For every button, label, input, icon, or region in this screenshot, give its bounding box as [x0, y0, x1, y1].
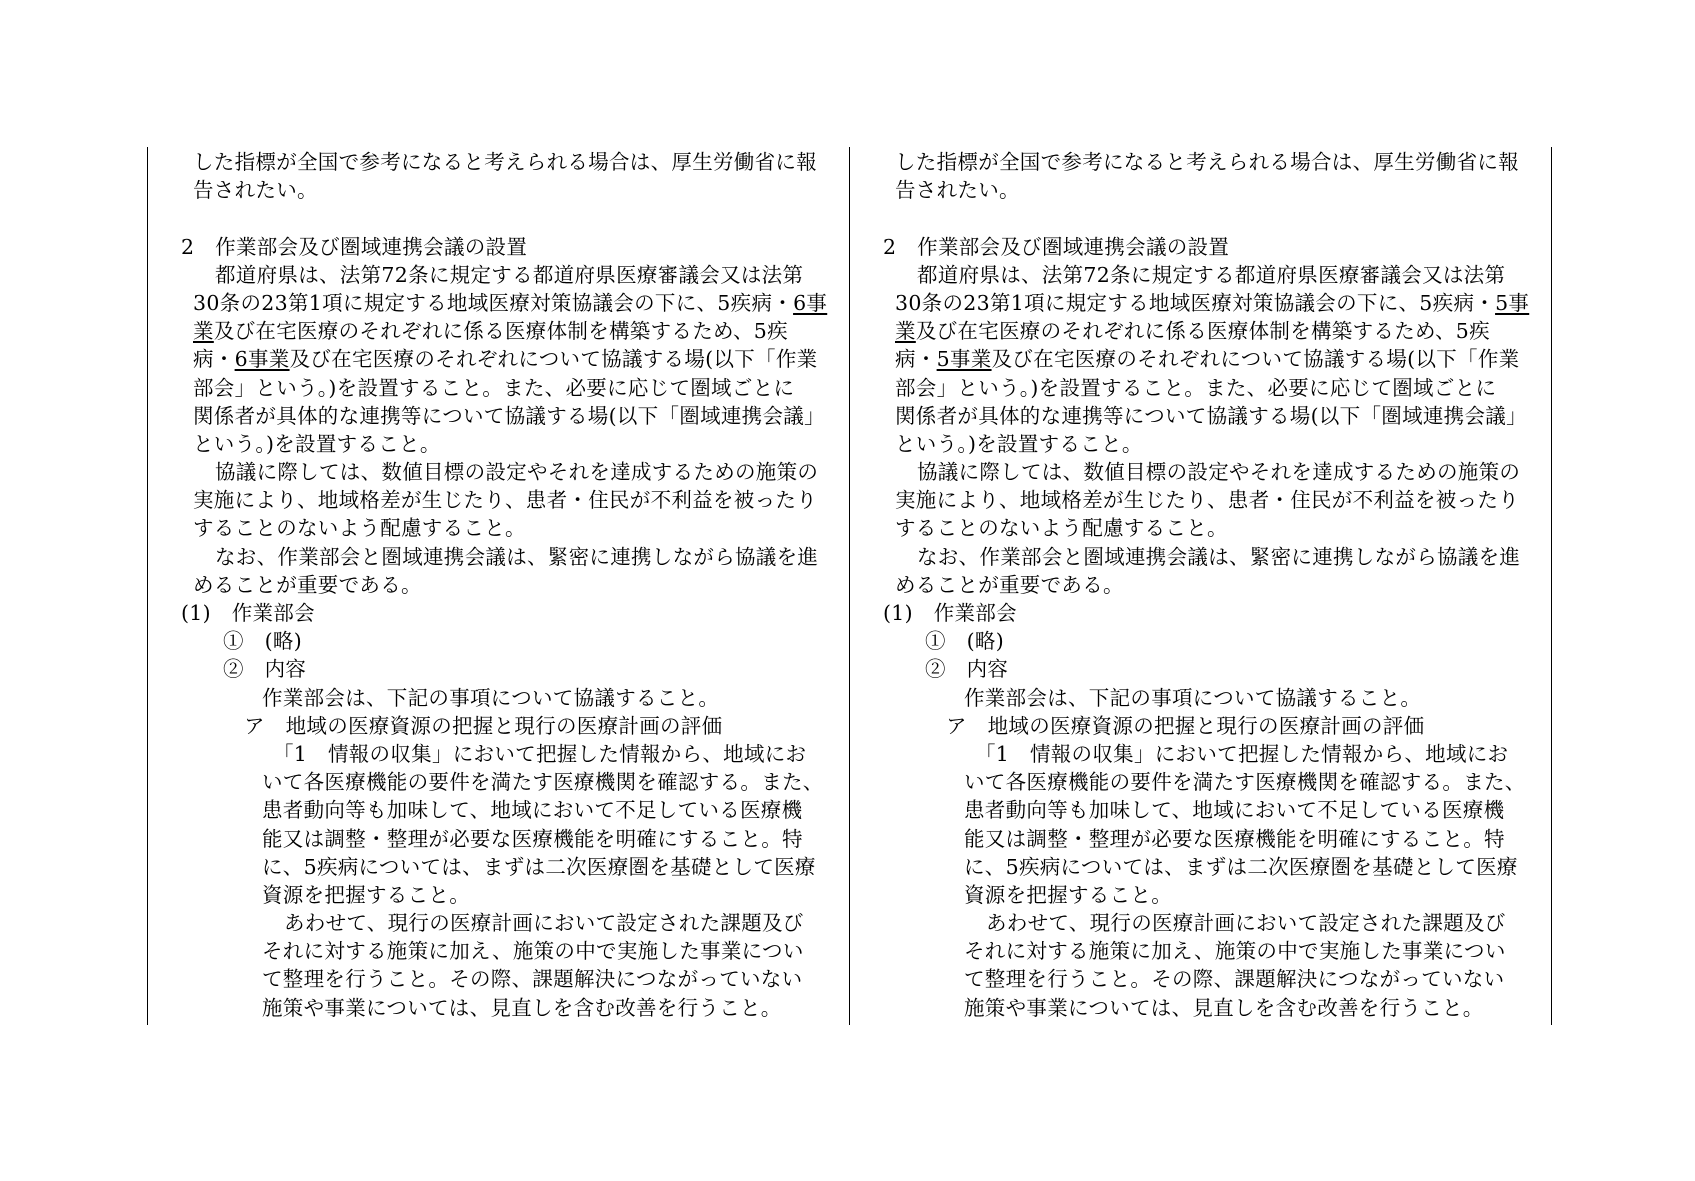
- text-segment: ② 内容: [925, 657, 1009, 682]
- text-line: [850, 402, 1527, 430]
- text-line: [148, 599, 788, 627]
- text-segment: それに対する施策に加え、施策の中で実施した事業につい: [964, 939, 1506, 964]
- underlined-revision-text: 業: [895, 319, 916, 344]
- text-segment: 病・: [895, 347, 937, 372]
- text-line: [850, 261, 1506, 289]
- text-line: [148, 655, 788, 683]
- text-segment: 30条の23第1項に規定する地域医療対策協議会の下に、5疾病・: [895, 290, 1496, 315]
- text-line: [850, 486, 1519, 514]
- text-segment: 部会」という。)を設置すること。また、必要に応じて圏域ごとに: [193, 375, 795, 400]
- text-segment: ① (略): [925, 629, 1004, 654]
- text-segment: 2 作業部会及び圏域連携会議の設置: [883, 234, 1230, 259]
- text-segment: という。)を設置すること。: [895, 431, 1143, 456]
- text-segment: いて各医療機能の要件を満たす医療機関を確認する。また、: [262, 770, 824, 795]
- text-line: [148, 345, 818, 373]
- text-segment: に、5疾病については、まずは二次医療圏を基礎として医療: [964, 854, 1518, 879]
- text-segment: なお、作業部会と圏域連携会議は、緊密に連携しながら協議を進: [215, 544, 819, 569]
- text-line: [148, 571, 788, 599]
- underlined-revision-text: 6事: [793, 290, 828, 315]
- text-segment: 関係者が具体的な連携等について協議する場(以下「圏域連携会議」: [193, 403, 825, 428]
- blank-line: [850, 204, 1490, 232]
- text-line: [148, 317, 788, 345]
- text-segment: 能又は調整・整理が必要な医療機能を明確にすること。特: [964, 826, 1505, 851]
- text-line: [148, 965, 803, 993]
- text-line: [148, 627, 788, 655]
- text-line: [850, 599, 1490, 627]
- text-segment: めることが重要である。: [193, 572, 422, 597]
- text-line: [850, 853, 1518, 881]
- text-line: [850, 374, 1497, 402]
- text-segment: 資源を把握すること。: [964, 882, 1172, 907]
- text-segment: 及び在宅医療のそれぞれに係る医療体制を構築するため、5疾: [213, 319, 788, 344]
- underlined-revision-text: 業: [193, 319, 214, 344]
- text-segment: 病・: [193, 347, 235, 372]
- text-line: [850, 965, 1505, 993]
- text-segment: 実施により、地域格差が生じたり、患者・住民が不利益を被ったり: [895, 488, 1519, 513]
- text-segment: 30条の23第1項に規定する地域医療対策協議会の下に、5疾病・: [193, 290, 794, 315]
- text-segment: 告されたい。: [895, 178, 1020, 203]
- text-segment: 患者動向等も加味して、地域において不足している医療機: [964, 798, 1505, 823]
- underlined-revision-text: 6事業: [234, 347, 290, 372]
- text-segment: 部会」という。)を設置すること。また、必要に応じて圏域ごとに: [895, 375, 1497, 400]
- text-line: [148, 514, 788, 542]
- text-segment: した指標が全国で参考になると考えられる場合は、厚生労働省に報: [193, 150, 817, 174]
- text-segment: 施策や事業については、見直しを含む改善を行うこと。: [262, 995, 782, 1020]
- blank-line: [148, 204, 788, 232]
- text-segment: 関係者が具体的な連携等について協議する場(以下「圏域連携会議」: [895, 403, 1527, 428]
- text-line: [148, 768, 824, 796]
- text-line: [148, 148, 817, 176]
- text-line: [850, 148, 1519, 176]
- text-line: [148, 994, 788, 1022]
- text-segment: 協議に際しては、数値目標の設定やそれを達成するための施策の: [215, 460, 819, 485]
- text-segment: あわせて、現行の医療計画において設定された課題及び: [284, 911, 804, 936]
- text-line: [148, 261, 804, 289]
- text-segment: ② 内容: [223, 657, 307, 682]
- text-segment: 「1 情報の収集」において把握した情報から、地域にお: [273, 741, 807, 766]
- text-segment: 及び在宅医療のそれぞれについて協議する場(以下「作業: [991, 347, 1520, 372]
- text-segment: て整理を行うこと。その際、課題解決につながっていない: [964, 967, 1505, 992]
- text-segment: 能又は調整・整理が必要な医療機能を明確にすること。特: [262, 826, 803, 851]
- text-line: [850, 543, 1521, 571]
- text-segment: 「1 情報の収集」において把握した情報から、地域にお: [975, 741, 1509, 766]
- text-line: [850, 768, 1526, 796]
- text-segment: 及び在宅医療のそれぞれに係る医療体制を構築するため、5疾: [915, 319, 1490, 344]
- text-line: [850, 571, 1490, 599]
- text-segment: それに対する施策に加え、施策の中で実施した事業につい: [262, 939, 804, 964]
- text-segment: した指標が全国で参考になると考えられる場合は、厚生労働省に報: [895, 150, 1519, 174]
- text-segment: 都道府県は、法第72条に規定する都道府県医療審議会又は法第: [917, 262, 1506, 287]
- text-segment: て整理を行うこと。その際、課題解決につながっていない: [262, 967, 803, 992]
- underlined-revision-text: 5事: [1495, 290, 1530, 315]
- text-segment: 協議に際しては、数値目標の設定やそれを達成するための施策の: [917, 460, 1521, 485]
- text-line: [148, 374, 795, 402]
- text-line: [850, 881, 1490, 909]
- text-segment: 資源を把握すること。: [262, 882, 470, 907]
- text-segment: 都道府県は、法第72条に規定する都道府県医療審議会又は法第: [215, 262, 804, 287]
- right-column-current-text: [850, 148, 1530, 1022]
- text-segment: することのないよう配慮すること。: [895, 516, 1228, 541]
- right-border-line: [1551, 147, 1552, 1025]
- text-line: [148, 712, 788, 740]
- text-line: [850, 233, 1490, 261]
- text-segment: 2 作業部会及び圏域連携会議の設置: [181, 234, 528, 259]
- text-line: [850, 430, 1490, 458]
- text-line: [850, 909, 1506, 937]
- text-line: [850, 937, 1506, 965]
- text-line: [850, 740, 1509, 768]
- text-line: [148, 176, 788, 204]
- text-line: [850, 176, 1490, 204]
- text-segment: (1) 作業部会: [883, 601, 1017, 625]
- left-column-revised-text: [148, 148, 828, 1022]
- text-segment: めることが重要である。: [895, 572, 1124, 597]
- text-segment: 告されたい。: [193, 178, 318, 203]
- text-segment: ア 地域の医療資源の把握と現行の医療計画の評価: [946, 713, 1425, 738]
- text-segment: なお、作業部会と圏域連携会議は、緊密に連携しながら協議を進: [917, 544, 1521, 569]
- text-segment: に、5疾病については、まずは二次医療圏を基礎として医療: [262, 854, 816, 879]
- underlined-revision-text: 5事業: [936, 347, 992, 372]
- text-line: [850, 627, 1490, 655]
- text-line: [850, 514, 1490, 542]
- text-line: [850, 458, 1521, 486]
- text-segment: という。)を設置すること。: [193, 431, 441, 456]
- text-line: [850, 684, 1490, 712]
- text-segment: 及び在宅医療のそれぞれについて協議する場(以下「作業: [289, 347, 818, 372]
- text-segment: (1) 作業部会: [181, 601, 315, 625]
- text-line: [148, 796, 803, 824]
- text-line: [148, 853, 816, 881]
- text-line: [148, 289, 828, 317]
- text-segment: あわせて、現行の医療計画において設定された課題及び: [986, 911, 1506, 936]
- text-segment: ア 地域の医療資源の把握と現行の医療計画の評価: [244, 713, 723, 738]
- text-line: [850, 825, 1505, 853]
- text-line: [850, 796, 1505, 824]
- text-segment: 作業部会は、下記の事項について協議すること。: [262, 685, 720, 710]
- text-line: [148, 543, 819, 571]
- text-line: [850, 655, 1490, 683]
- text-segment: ① (略): [223, 629, 302, 654]
- text-line: [850, 289, 1530, 317]
- text-line: [850, 712, 1490, 740]
- text-line: [850, 317, 1490, 345]
- text-line: [148, 233, 788, 261]
- text-line: [148, 486, 817, 514]
- text-line: [148, 740, 807, 768]
- text-line: [148, 825, 803, 853]
- text-line: [148, 937, 804, 965]
- text-line: [148, 430, 788, 458]
- text-line: [148, 684, 788, 712]
- text-line: [148, 458, 819, 486]
- text-line: [148, 909, 804, 937]
- text-segment: 患者動向等も加味して、地域において不足している医療機: [262, 798, 803, 823]
- text-segment: 施策や事業については、見直しを含む改善を行うこと。: [964, 995, 1484, 1020]
- text-segment: 実施により、地域格差が生じたり、患者・住民が不利益を被ったり: [193, 488, 817, 513]
- text-line: [148, 402, 825, 430]
- text-segment: いて各医療機能の要件を満たす医療機関を確認する。また、: [964, 770, 1526, 795]
- text-line: [850, 345, 1520, 373]
- text-line: [850, 994, 1490, 1022]
- text-segment: 作業部会は、下記の事項について協議すること。: [964, 685, 1422, 710]
- text-segment: することのないよう配慮すること。: [193, 516, 526, 541]
- text-line: [148, 881, 788, 909]
